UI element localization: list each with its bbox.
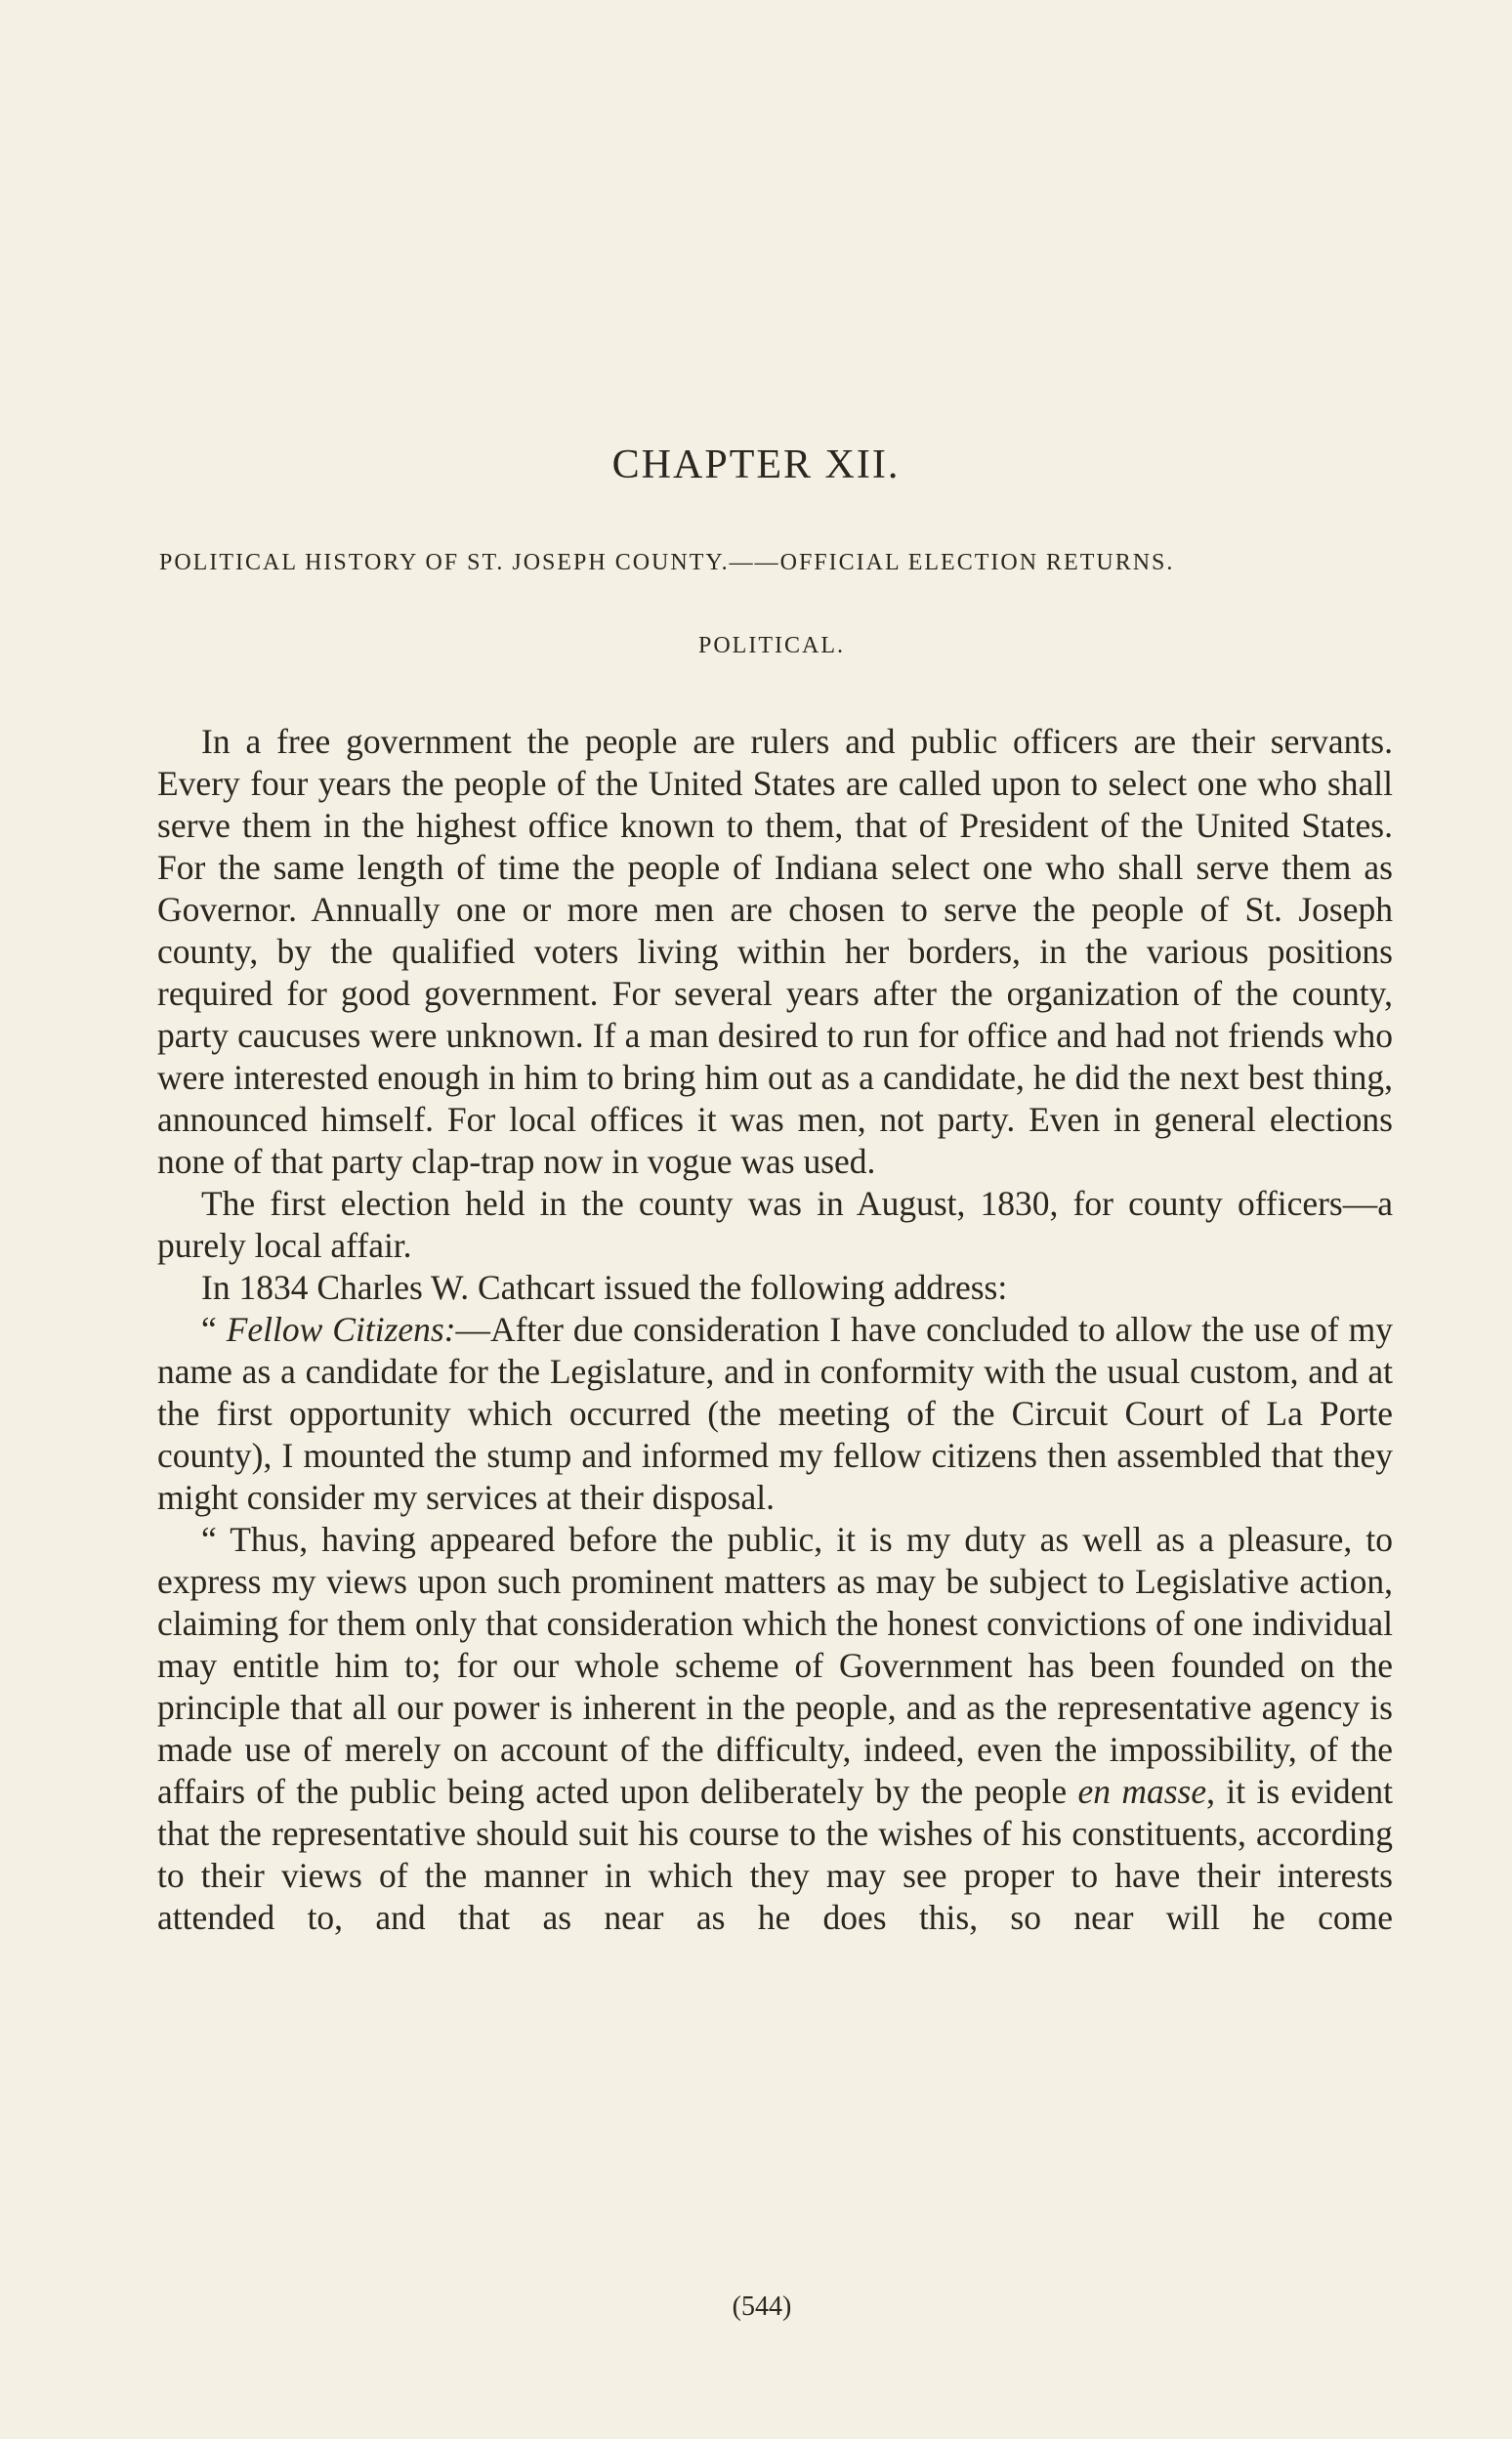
paragraph-fellow-citizens-text: —After due consideration I have concluded to allow the use of my name as a candidate for the Legislature, and in conformity with the usual custom, and at the first opportunity which occurred (the meeting of the Circuit Court of La Porte county), I mounted the stump and informed my fellow citizens then assembled that they might consider my services at their disposal. [157,1310,1393,1517]
latin-phrase: en masse [1077,1772,1207,1811]
body-text [157,721,1393,1939]
chapter-title: CHAPTER XII. [611,442,901,487]
section-heading: POLITICAL. [698,633,845,658]
paragraph-thus [157,1519,1393,1939]
paragraph-thus-text: “ Thus, having appeared before the public, it is my duty as well as a pleasure, to express my views upon such prominent matters as may be subject to Legislative action, claiming for them only that consideration which the honest convictions of one individual may entitle him to; for our whole scheme of Government has been founded on the principle that all our power is inherent in the people, and as the representative agency is made use of merely on account of the difficulty, indeed, even the impossibility, of the affairs of the public being acted upon deliberately by the people [157,1520,1393,1811]
paragraph-cathcart-address: In 1834 Charles W. Cathcart issued the following address: [201,1268,1008,1307]
paragraph-first-election: The first election held in the county was in August, 1830, for county officers—a purely local affair. [157,1184,1393,1265]
paragraph-thus-continuation: , it is evident that the representative should suit his course to the wishes of his constituents, according to their views of the manner in which they may see proper to have their interests attended to, and that as near as he does this, so near will he come [157,1772,1393,1937]
page-number: (544) [732,2292,792,2322]
paragraph-intro: In a free government the people are rulers and public officers are their servants. Every four years the people of the United States are called upon to select one who shall serve them in the highest office known to them, that of President of the United States. For the same length of time the people of Indiana select one who shall serve them as Governor. Annually one or more men are chosen to serve the people of St. Joseph county, by the qualified voters living within her borders, in the various positions required for good government. For several years after the organization of the county, party caucuses were unknown. If a man desired to run for office and had not friends who were interested enough in him to bring him out as a candidate, he did the next best thing, announced himself. For local offices it was men, not party. Even in general elections none of that party clap-trap now in vogue was used. [157,722,1393,1181]
chapter-subtitle: POLITICAL HISTORY OF ST. JOSEPH COUNTY.——OFFICIAL ELECTION RETURNS. [159,550,1175,575]
paragraph-fellow-citizens [157,1309,1393,1519]
quote-mark: “ [201,1310,227,1349]
salutation: Fellow Citizens: [226,1310,456,1349]
